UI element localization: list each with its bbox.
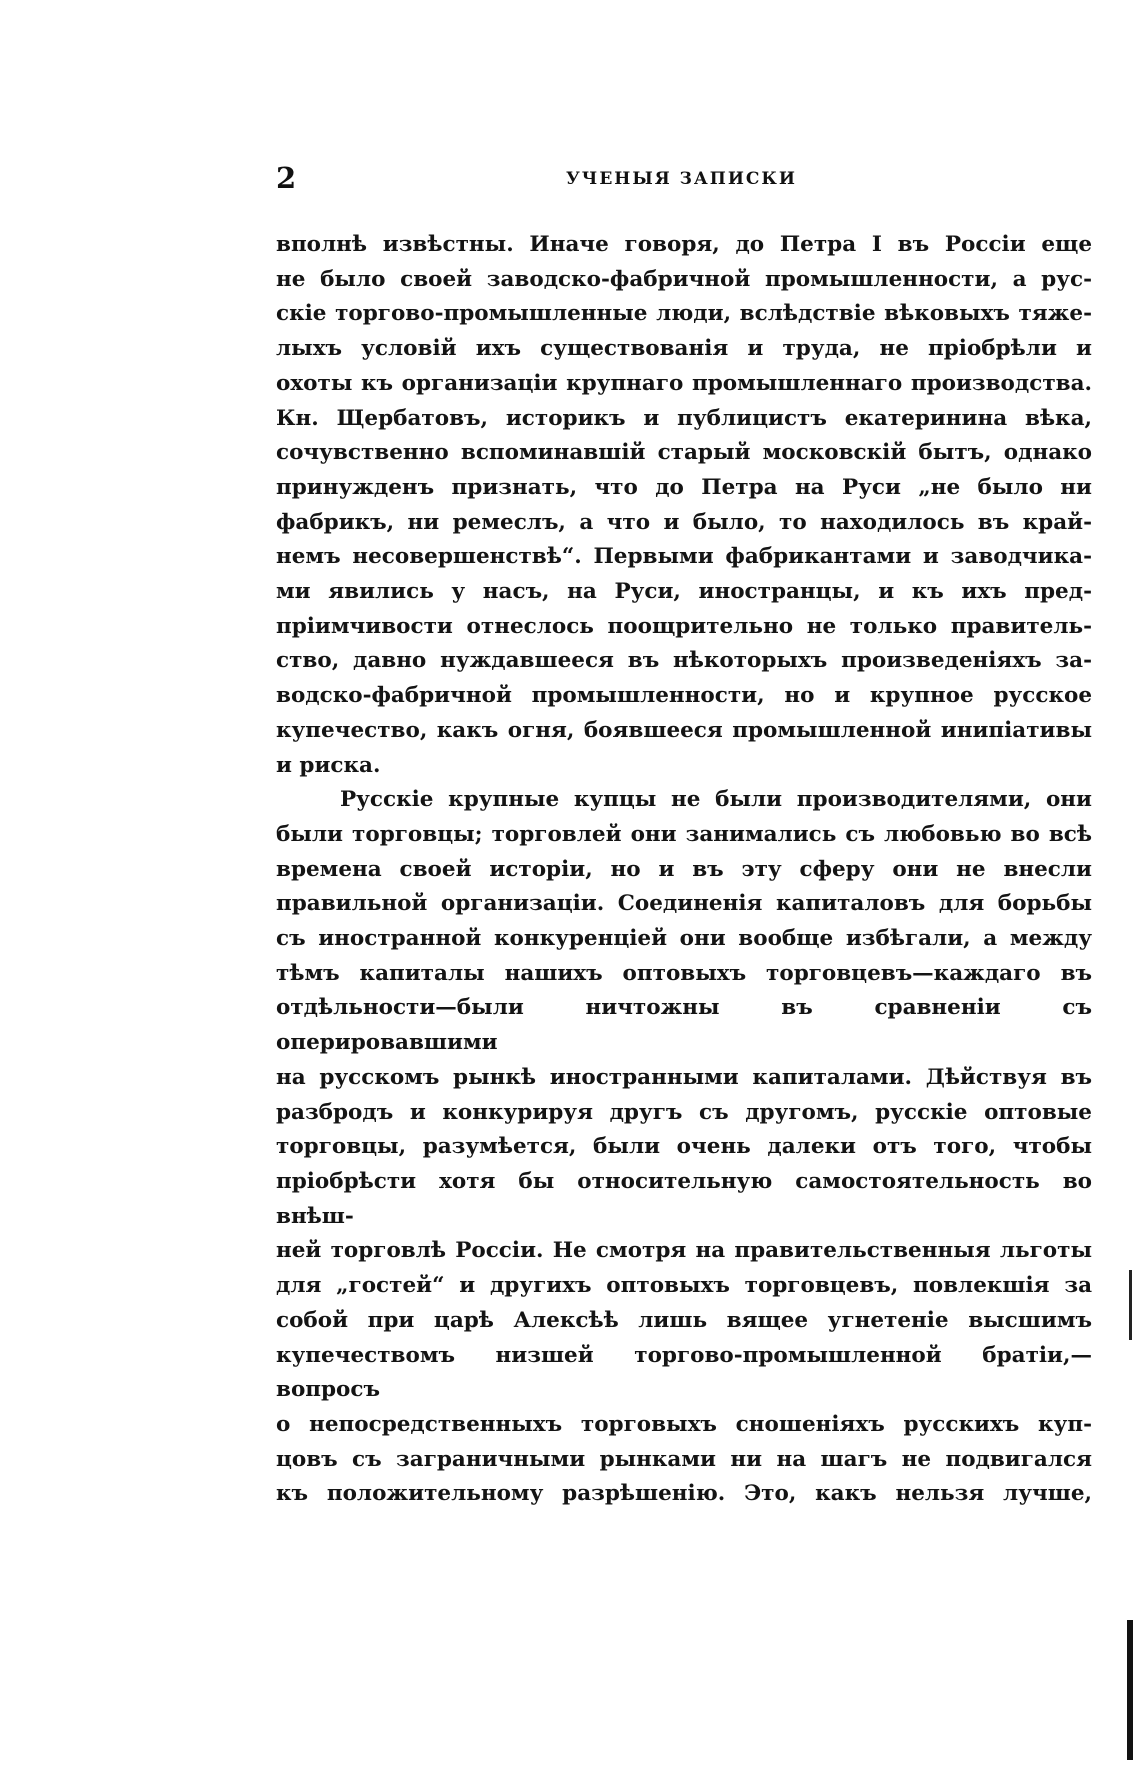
text-line: ней торговлѣ Россіи. Не смотря на правительственныя льготы: [276, 1238, 1092, 1264]
text-line: цовъ съ заграничными рынками ни на шагъ не подвигался: [276, 1446, 1092, 1472]
text-line: отдѣльности—были ничтожны въ сравненіи съ оперировавшими: [276, 995, 1092, 1056]
text-line: купечество, какъ огня, боявшееся промышленной инипіативы: [276, 717, 1092, 743]
text-line: немъ несовершенствѣ“. Первыми фабрикантами и заводчика-: [276, 544, 1092, 570]
text-line: сочувственно вспоминавшій старый московскій бытъ, однако: [276, 440, 1092, 466]
text-line: принужденъ признать, что до Петра на Руси „не было ни: [276, 474, 1092, 500]
page-number: 2: [276, 161, 297, 195]
text-line: времена своей исторіи, но и въ эту сферу они не внесли: [276, 856, 1092, 882]
paragraph-1: [276, 228, 1092, 783]
text-line: съ иностранной конкуренціей они вообще избѣгали, а между: [276, 926, 1092, 952]
running-head: [276, 161, 1092, 201]
text-line: пріобрѣсти хотя бы относительную самостоятельность во внѣш-: [276, 1168, 1092, 1229]
text-line: правильной организаціи. Соединенія капиталовъ для борьбы: [276, 891, 1092, 917]
text-line: лыхъ условій ихъ существованія и труда, не пріобрѣли и: [276, 336, 1092, 362]
text-line: ми явились у насъ, на Руси, иностранцы, и къ ихъ пред-: [276, 579, 1092, 605]
text-line: на русскомъ рынкѣ иностранными капиталами. Дѣйствуя въ: [276, 1064, 1092, 1090]
scan-edge-mark: [1127, 1620, 1133, 1760]
text-line: купечествомъ низшей торгово-промышленной братіи,—вопросъ: [276, 1342, 1092, 1403]
text-line: пріимчивости отнеслось поощрительно не только правитель-: [276, 613, 1092, 639]
text-line: къ положительному разрѣшенію. Это, какъ нельзя лучше,: [276, 1481, 1092, 1507]
text-line: охоты къ организаціи крупнаго промышленнаго производства.: [276, 370, 1092, 396]
text-line: водско-фабричной промышленности, но и крупное русское: [276, 683, 1092, 709]
text-line: Кн. Щербатовъ, историкъ и публицистъ екатеринина вѣка,: [276, 405, 1092, 431]
running-head-title: УЧЕНЫЯ ЗАПИСКИ: [566, 169, 797, 189]
scan-edge-mark: [1129, 1270, 1132, 1340]
text-line: для „гостей“ и другихъ оптовыхъ торговцевъ, повлекшія за: [276, 1273, 1092, 1299]
text-line: тѣмъ капиталы нашихъ оптовыхъ торговцевъ—каждаго въ: [276, 960, 1092, 986]
body-text: [276, 228, 1092, 1512]
text-line: ство, давно нуждавшееся въ нѣкоторыхъ произведеніяхъ за-: [276, 648, 1092, 674]
text-line: Русскіе крупные купцы не были производителями, они: [340, 787, 1092, 813]
text-line: собой при царѣ Алексѣѣ лишь вящее угнетеніе высшимъ: [276, 1307, 1092, 1333]
text-line: скіе торгово-промышленные люди, вслѣдствіе вѣковыхъ тяже-: [276, 301, 1092, 327]
paragraph-2: [276, 783, 1092, 1512]
text-line: торговцы, разумѣется, были очень далеки отъ того, чтобы: [276, 1134, 1092, 1160]
text-line: разбродъ и конкурируя другъ съ другомъ, русскіе оптовые: [276, 1099, 1092, 1125]
text-line: не было своей заводско-фабричной промышленности, а рус-: [276, 266, 1092, 292]
text-line: о непосредственныхъ торговыхъ сношеніяхъ русскихъ куп-: [276, 1411, 1092, 1437]
text-line: и риска.: [276, 752, 381, 778]
text-line: фабрикъ, ни ремеслъ, а что и было, то находилось въ край-: [276, 509, 1092, 535]
text-line: были торговцы; торговлей они занимались съ любовью во всѣ: [276, 821, 1092, 847]
text-line: вполнѣ извѣстны. Иначе говоря, до Петра I въ Россіи еще: [276, 232, 1092, 257]
